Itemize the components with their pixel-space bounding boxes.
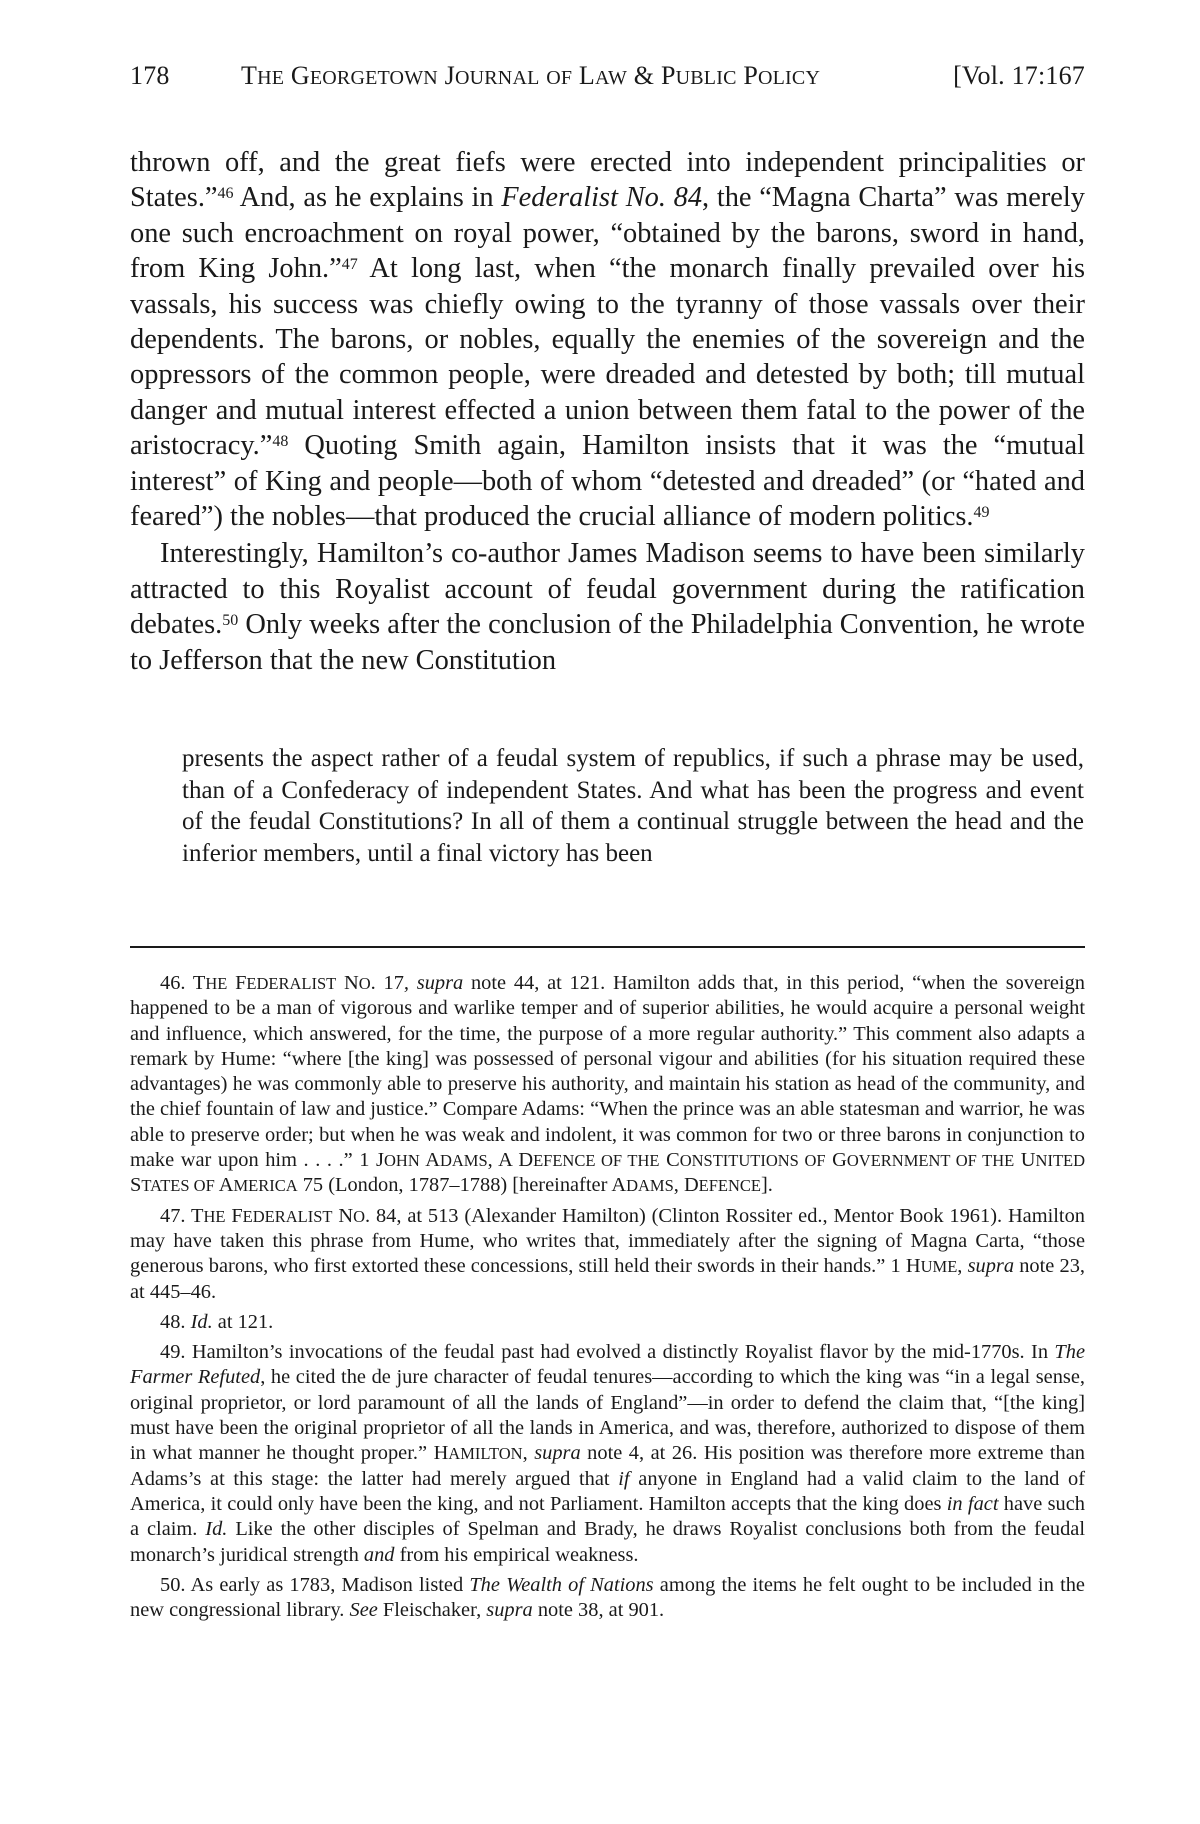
footnote-ref-50: 50	[222, 611, 239, 629]
running-header	[130, 58, 1085, 94]
body-text	[130, 145, 1085, 678]
journal-title: THE GEORGETOWN JOURNAL OF LAW & PUBLIC POLICY	[241, 61, 821, 90]
block-quote: presents the aspect rather of a feudal system of republics, if such a phrase may be used, than of a Confederacy of independent States. And what has been the progress and event of the feudal Constitutions? In all of them a continual struggle between the head and the inferior members, until a final victory has been	[182, 745, 1084, 867]
footnote-48: 48. Id. at 121.	[160, 1310, 274, 1333]
footnotes	[130, 971, 1085, 1628]
paragraph-2: Interestingly, Hamilton’s co-author James Madison seems to have been similarly attracted to this Royalist account of feudal government during the ratification debates.$^{50}$ Only weeks after the conclusion of the Philadelphia Convention, he wrote to Jefferson that the new Constitution	[130, 538, 1086, 676]
footnote-50: 50. As early as 1783, Madison listed The Wealth of Nations among the items he felt ought to be included in the new congressional library. See Fleischaker, supra note 38, at 901.	[130, 1573, 1085, 1622]
volume-citation: [Vol. 17:167	[953, 61, 1085, 90]
footnote-ref-49: 49	[973, 503, 990, 521]
footnote-ref-46: 46	[217, 184, 234, 202]
footnote-46: 46. THE FEDERALIST NO. 17, supra note 44, at 121. Hamilton adds that, in this period, “when the sovereign happened to be a man of vigorous and warlike temper and of superior abilities, he would acquire a personal weight and influence, which answered, for the time, the purpose of a more regular authority.” This comment also adapts a remark by Hume: “where [the king] was possessed of personal vigour and abilities (for his situation required these advantages) he was commonly able to preserve his authority, and maintain his station as head of the community, and the chief fountain of law and justice.” Compare Adams: “When the prince was an able statesman and warrior, he was able to preserve order; but when he was weak and indolent, it was common for two or three barons in conjunction to make war upon him . . . .” 1 JOHN ADAMS, A DEFENCE OF THE CONSTITUTIONS OF GOVERNMENT OF THE UNITED STATES OF AMERICA 75 (London, 1787–1788) [hereinafter ADAMS, DEFENCE].	[130, 972, 1086, 1197]
paragraph-1: thrown off, and the great fiefs were erected into independent principalities or States.”$^{46}$ And, as he explains in Federalist No. 84, the “Magna Charta” was merely one such encroachment on royal power, “obtained by the barons, sword in hand, from King John.”$^{47}$ At long last, when “the monarch finally prevailed over his vassals, his success was chiefly owing to the tyranny of those vassals over their dependents. The barons, or nobles, equally the enemies of the sovereign and the oppressors of the common people, were dreaded and detested by both; till mutual danger and mutual interest effected a union between them fatal to the power of the aristocracy.”$^{48}$ Quoting Smith again, Hamilton insists that it was the “mutual interest” of King and people—both of whom “detested and dreaded” (or “hated and feared”) the nobles—that produced the crucial alliance of modern politics.$^{49}$	[130, 147, 1085, 533]
footnote-divider	[130, 946, 1085, 948]
footnote-ref-47: 47	[341, 255, 358, 273]
footnote-49: 49. Hamilton’s invocations of the feudal past had evolved a distinctly Royalist flavor by the mid-1770s. In The Farmer Refuted, he cited the de jure character of feudal tenures—according to which the king was “in a legal sense, original proprietor, or lord paramount of all the lands of England”—in order to defend the claim that, “[the king] must have been the original proprietor of all the lands in America, and was, therefore, authorized to dispose of them in what manner he thought proper.” HAMILTON, supra note 4, at 26. His position was therefore more extreme than Adams’s at this stage: the latter had merely argued that if anyone in England had a valid claim to the land of America, it could only have been the king, and not Parliament. Hamilton accepts that the king does in fact have such a claim. Id. Like the other disciples of Spelman and Brady, he draws Royalist conclusions both from the feudal monarch’s juridical strength and from his empirical weakness.	[130, 1341, 1086, 1566]
page-number: 178	[130, 61, 170, 90]
footnote-47: 47. THE FEDERALIST NO. 84, at 513 (Alexander Hamilton) (Clinton Rossiter ed., Mentor Book 1961). Hamilton may have taken this phrase from Hume, who writes that, immediately after the signing of Magna Carta, “those generous barons, who first extorted these concessions, still held their swords in their hands.” 1 HUME, supra note 23, at 445–46.	[130, 1204, 1085, 1303]
footnote-ref-48: 48	[272, 432, 289, 450]
